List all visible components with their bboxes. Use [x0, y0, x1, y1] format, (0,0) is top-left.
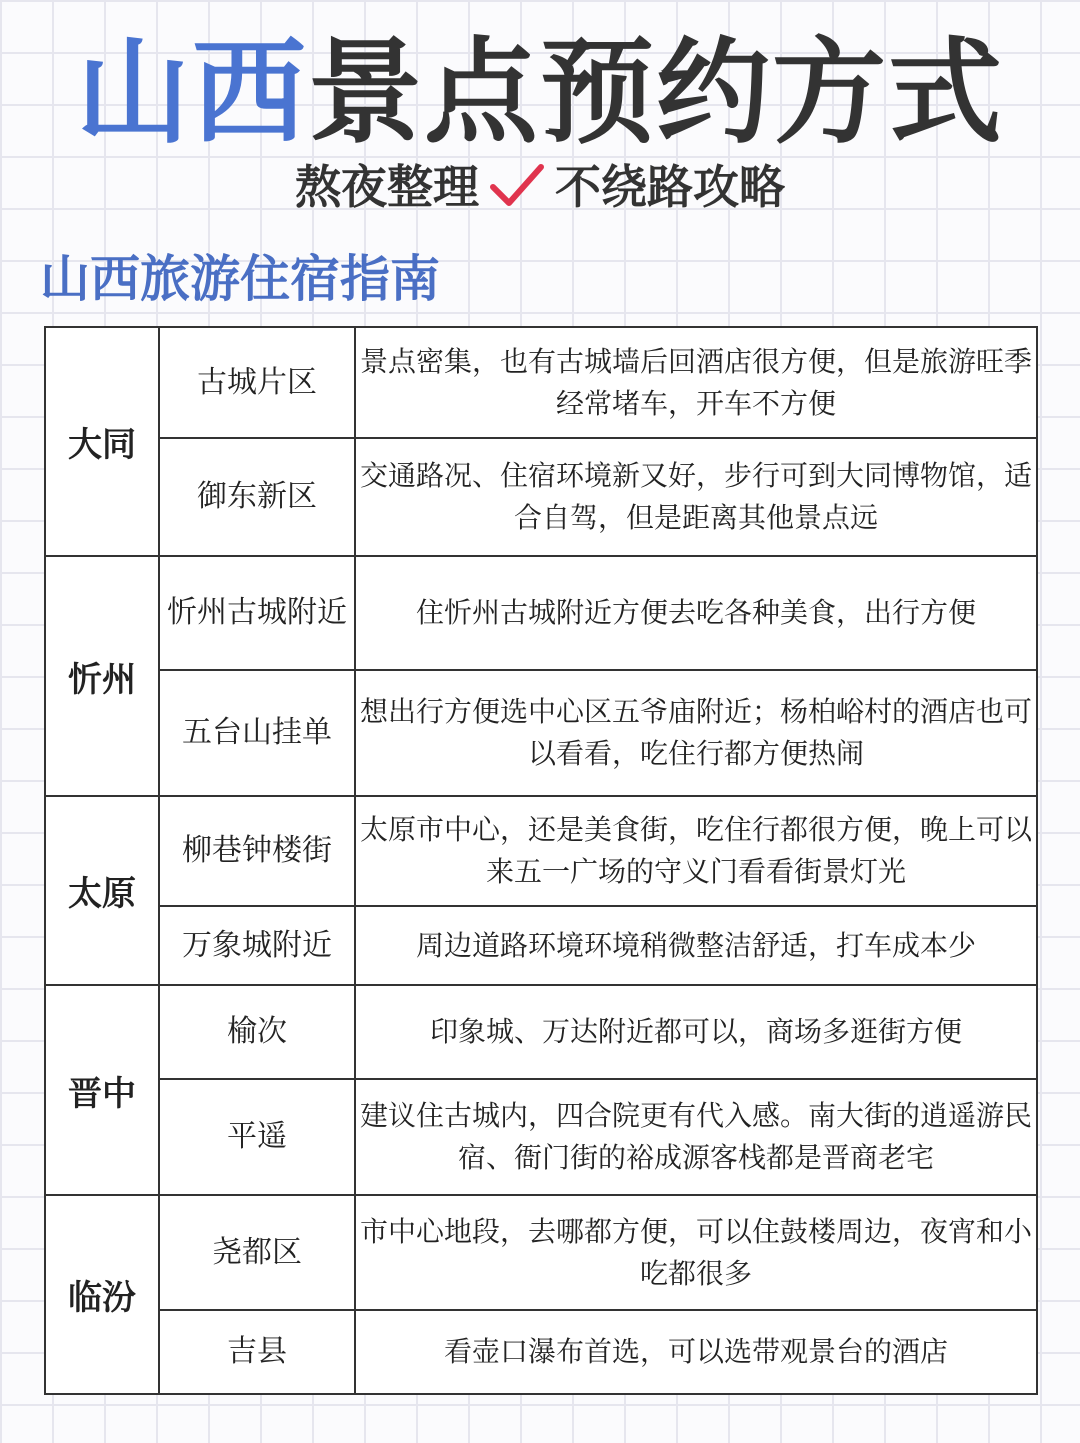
- area-cell: 古城片区: [159, 327, 355, 438]
- area-cell: 尧都区: [159, 1195, 355, 1310]
- subtitle: [0, 154, 1080, 220]
- city-cell: 忻州: [45, 556, 159, 796]
- area-cell: 御东新区: [159, 438, 355, 556]
- area-cell: 柳巷钟楼街: [159, 796, 355, 906]
- subtitle-left: 熬夜整理: [295, 160, 479, 214]
- description-cell: 景点密集，也有古城墙后回酒店很方便，但是旅游旺季经常堵车，开车不方便: [355, 327, 1037, 438]
- subtitle-right: 不绕路攻略: [555, 160, 785, 214]
- description-cell: 太原市中心，还是美食街，吃住行都很方便，晚上可以来五一广场的守义门看看街景灯光: [355, 796, 1037, 906]
- table-row: [45, 670, 1037, 796]
- table-row: [45, 438, 1037, 556]
- table-row: [45, 906, 1037, 985]
- page-title: [0, 28, 1080, 158]
- city-cell: 大同: [45, 327, 159, 556]
- section-title: 山西旅游住宿指南: [40, 250, 440, 308]
- area-cell: 万象城附近: [159, 906, 355, 985]
- table-row: [45, 985, 1037, 1079]
- table-row: [45, 1195, 1037, 1310]
- description-cell: 看壶口瀑布首选，可以选带观景台的酒店: [355, 1310, 1037, 1394]
- accommodation-table: [44, 326, 1038, 1395]
- city-cell: 太原: [45, 796, 159, 985]
- area-cell: 五台山挂单: [159, 670, 355, 796]
- title-main: 景点预约方式: [308, 26, 1005, 159]
- area-cell: 忻州古城附近: [159, 556, 355, 670]
- title-highlight: 山西: [75, 26, 308, 159]
- description-cell: 住忻州古城附近方便去吃各种美食，出行方便: [355, 556, 1037, 670]
- table-row: [45, 1079, 1037, 1195]
- description-cell: 想出行方便选中心区五爷庙附近；杨柏峪村的酒店也可以看看，吃住行都方便热闹: [355, 670, 1037, 796]
- area-cell: 吉县: [159, 1310, 355, 1394]
- area-cell: 榆次: [159, 985, 355, 1079]
- description-cell: 交通路况、住宿环境新又好，步行可到大同博物馆，适合自驾，但是距离其他景点远: [355, 438, 1037, 556]
- table-row: [45, 796, 1037, 906]
- city-cell: 临汾: [45, 1195, 159, 1394]
- description-cell: 周边道路环境环境稍微整洁舒适，打车成本少: [355, 906, 1037, 985]
- city-cell: 晋中: [45, 985, 159, 1195]
- description-cell: 市中心地段，去哪都方便，可以住鼓楼周边，夜宵和小吃都很多: [355, 1195, 1037, 1310]
- check-mark-icon: [489, 161, 545, 211]
- description-cell: 印象城、万达附近都可以，商场多逛街方便: [355, 985, 1037, 1079]
- table-row: [45, 327, 1037, 438]
- description-cell: 建议住古城内，四合院更有代入感。南大街的逍遥游民宿、衙门街的裕成源客栈都是晋商老宅: [355, 1079, 1037, 1195]
- table-row: [45, 556, 1037, 670]
- table-row: [45, 1310, 1037, 1394]
- area-cell: 平遥: [159, 1079, 355, 1195]
